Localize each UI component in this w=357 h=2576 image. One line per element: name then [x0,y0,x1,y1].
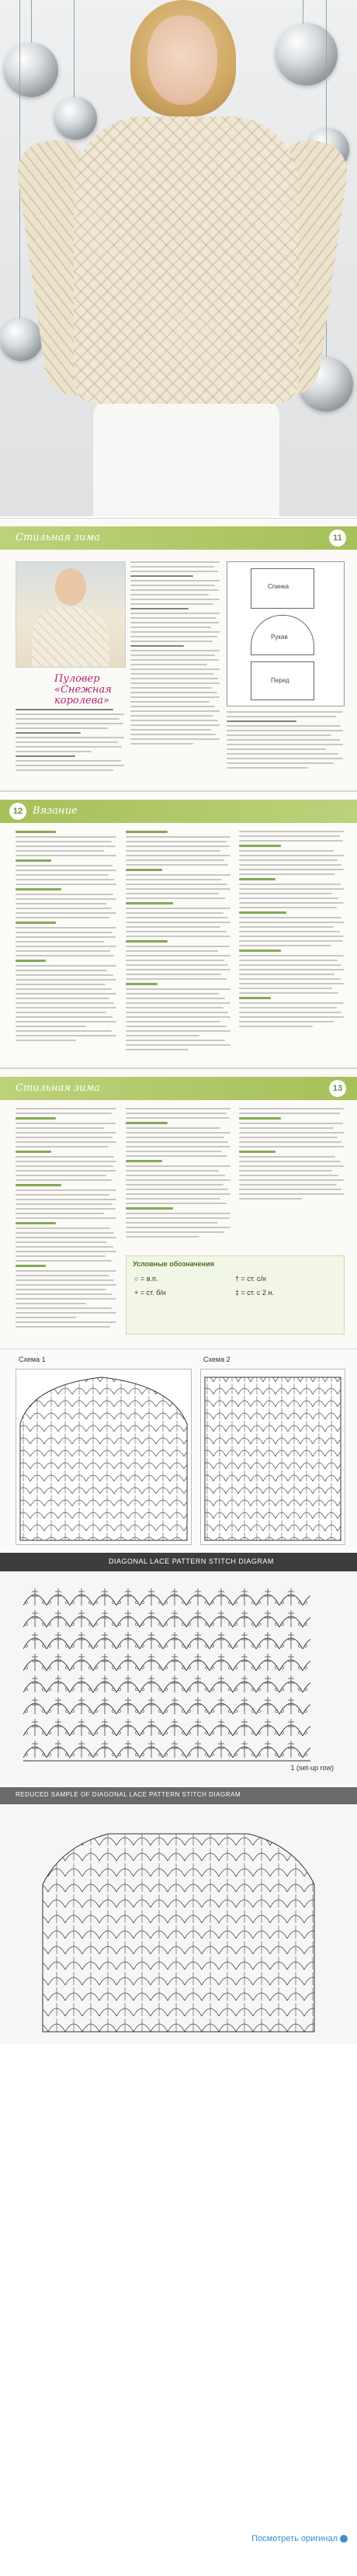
ornament-ball [54,97,97,140]
single-crochet-icon: + [134,1289,140,1297]
magazine-page-12 [0,791,357,1068]
legend-item-chain: ○ = в.п. [134,1275,158,1283]
page-number: 11 [329,529,346,547]
set-up-row-label: 1 (set-up row) [290,1764,334,1772]
schematic-label-front: Перед [271,677,289,684]
treble-crochet-icon: ‡ [235,1289,241,1297]
footer [0,2503,357,2576]
model-photo [0,0,357,516]
thumbnail-sweater [32,607,109,667]
diagram-title: DIAGONAL LACE PATTERN STITCH DIAGRAM [109,1557,274,1565]
diagram-2-mesh [200,1369,345,1545]
diagram-title-bar [0,1787,357,1804]
view-original-link[interactable]: Посмотреть оригинал [251,2534,348,2543]
ornament-ball [276,23,338,85]
stitch-diagram-pair [0,1349,357,1551]
ornament-ball [0,318,43,361]
instructions-col-1 [16,1108,116,1331]
ornament-string [31,0,32,47]
model-face [147,16,217,105]
instructions-col-2 [130,561,220,748]
instructions-col-1 [16,831,116,1044]
schematic-label-back: Спинка [268,583,289,590]
pattern-title: Пуловер «Снежная королева» [54,673,112,706]
thumbnail-photo [16,561,126,668]
double-crochet-icon: † [235,1275,241,1283]
ornament-ball [4,43,58,97]
magazine-page-11 [0,518,357,791]
lace-sweater [74,116,299,404]
chain-stitch-icon: ○ [134,1275,140,1283]
diagram-1-label: Схема 1 [19,1356,46,1363]
instructions-col-2 [126,831,230,1054]
instructions-col-3 [239,1108,344,1203]
page-number: 12 [9,803,26,820]
schematic-label-sleeve: Рукав [271,634,288,641]
legend-item-double: † = ст. с/н [235,1275,266,1283]
blank-space [0,2045,357,2503]
page-header-title: Стильная зима [16,532,101,543]
magazine-page-13 [0,1068,357,1349]
legend-title: Условные обозначения [133,1260,214,1268]
page-header-band [0,1077,357,1100]
symbol-legend [126,1255,345,1335]
reduced-sample-diagram [0,1787,357,2043]
ornament-string [74,0,75,101]
page-number: 13 [329,1080,346,1097]
instructions-col-1 [16,709,124,774]
white-pants [93,400,279,516]
instructions-col-2 [126,1108,230,1241]
page-header-band [0,526,357,550]
pin-icon [340,2535,348,2543]
garment-schematic [227,561,345,706]
instructions-col-3 [239,831,344,1030]
lace-chart [23,1584,310,1770]
diagram-title: REDUCED SAMPLE OF DIAGONAL LACE PATTERN STITCH DIAGRAM [16,1791,241,1798]
legend-item-single: + = ст. б/н [134,1289,166,1297]
instructions-col-3 [227,711,343,772]
legend-item-treble: ‡ = ст. с 2 н. [235,1289,274,1297]
diagram-title-bar [0,1553,357,1571]
page-header-band [0,800,357,823]
diagram-1-mesh [16,1369,192,1545]
reduced-lace-chart [31,1814,326,2036]
page-header-title: Стильная зима [16,1082,101,1094]
diagram-2-label: Схема 2 [203,1356,230,1363]
thumbnail-face [55,568,86,606]
page-header-title: Вязание [33,805,78,817]
diagonal-lace-diagram [0,1553,357,1786]
